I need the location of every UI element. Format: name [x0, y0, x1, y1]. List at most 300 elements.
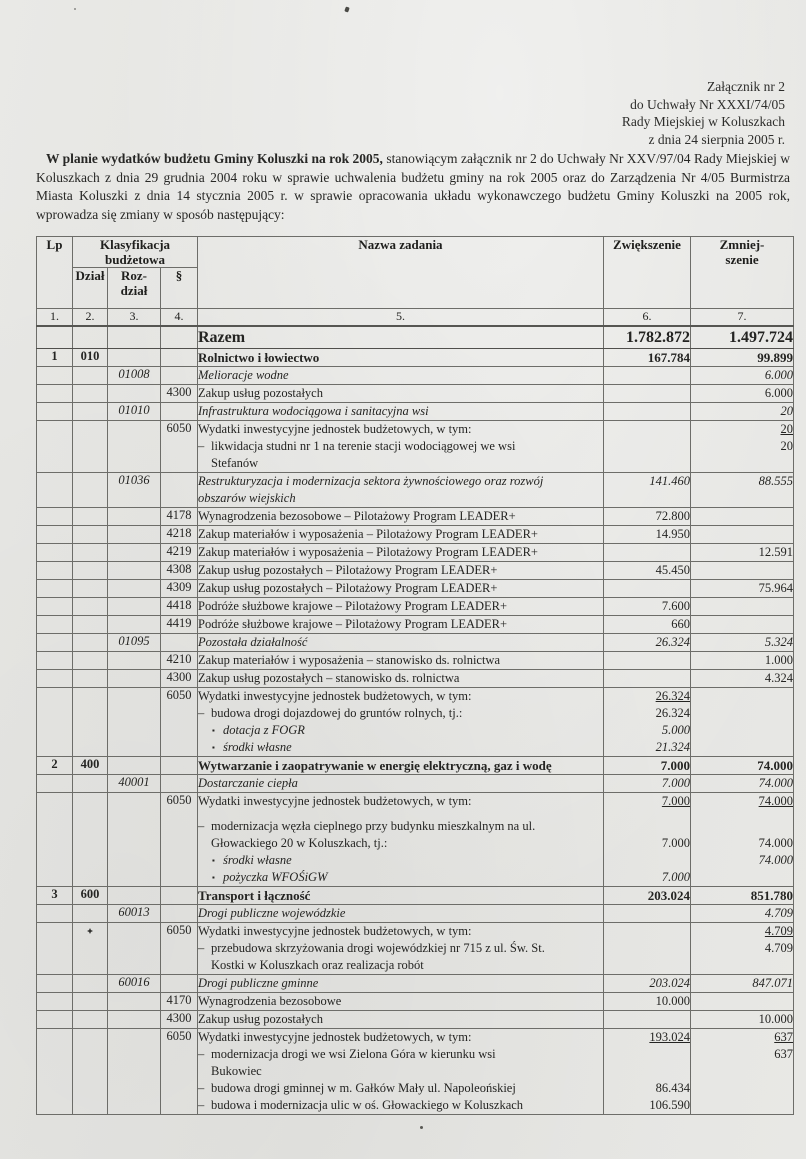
table-row	[37, 634, 794, 652]
decrease-amount: 851.780	[750, 888, 793, 903]
increase-amount	[604, 869, 690, 886]
cell-paragraf	[161, 473, 198, 508]
increase-amount	[604, 421, 690, 438]
cell-increase	[604, 923, 691, 975]
cell-decrease	[691, 580, 794, 598]
decrease-amount: 4.709	[764, 906, 793, 920]
cell-rozdzial: 01008	[108, 367, 161, 385]
table-row	[37, 670, 794, 688]
decrease-amount	[691, 508, 793, 525]
decrease-amount	[691, 757, 793, 774]
decrease-amount: 20	[780, 422, 793, 436]
decrease-amount: 20	[780, 439, 793, 453]
cell-lp	[37, 923, 73, 975]
cell-dzial: 010	[73, 349, 108, 367]
increase-amount	[604, 349, 690, 366]
cell-dzial	[73, 562, 108, 580]
cell-increase	[604, 598, 691, 616]
decrease-amount	[691, 544, 793, 561]
cell-task-name	[198, 580, 604, 598]
cell-rozdzial	[108, 598, 161, 616]
cell-lp: 1	[37, 349, 73, 367]
increase-amount	[604, 705, 690, 722]
increase-amount: 1.782.872	[626, 329, 690, 346]
task-text: Zakup usług pozostałych – Pilotażowy Program LEADER+	[198, 581, 498, 595]
task-text: środki własne	[223, 853, 292, 867]
dash-marker: –	[198, 819, 205, 833]
increase-amount	[604, 598, 690, 615]
decrease-amount	[691, 385, 793, 402]
task-text: Razem	[198, 329, 246, 346]
cell-task-name	[198, 1029, 604, 1115]
table-row	[37, 473, 794, 508]
increase-amount: 26.324	[655, 689, 690, 703]
task-line	[198, 349, 603, 366]
increase-amount	[604, 473, 690, 490]
cell-rozdzial	[108, 923, 161, 975]
increase-amount	[604, 1080, 690, 1097]
table-row	[37, 562, 794, 580]
cell-task-name	[198, 1011, 604, 1029]
cell-increase	[604, 1029, 691, 1115]
task-line	[198, 438, 603, 455]
dash-marker: –	[198, 439, 205, 453]
task-text: Zakup usług pozostałych	[198, 1012, 323, 1026]
increase-amount	[604, 1046, 690, 1063]
header-lp: Lp	[37, 237, 73, 309]
cell-task-name	[198, 688, 604, 757]
ink-mark	[87, 928, 93, 934]
increase-amount	[604, 940, 690, 957]
task-text: Zakup usług pozostałych	[198, 386, 323, 400]
cell-increase	[604, 367, 691, 385]
cell-dzial: 400	[73, 757, 108, 775]
decrease-amount: 74.000	[758, 776, 793, 790]
cell-decrease	[691, 1029, 794, 1115]
cell-lp: 2	[37, 757, 73, 775]
increase-amount: 106.590	[649, 1098, 690, 1112]
cell-task-name	[198, 670, 604, 688]
cell-increase	[604, 670, 691, 688]
cell-lp	[37, 616, 73, 634]
task-text: Zakup materiałów i wyposażenia – stanowisko ds. rolnictwa	[198, 653, 501, 667]
table-row	[37, 421, 794, 473]
decrease-amount: 1.497.724	[729, 329, 793, 346]
budget-changes-table	[36, 236, 794, 1115]
dash-marker: –	[198, 706, 205, 720]
header-zwiekszenie: Zwiększenie	[604, 237, 691, 309]
table-row	[37, 580, 794, 598]
task-text: modernizacja drogi we wsi Zielona Góra w kierunku wsi	[211, 1047, 496, 1061]
task-line	[198, 1080, 603, 1097]
cell-paragraf: 4178	[161, 508, 198, 526]
task-line	[198, 473, 603, 490]
cell-dzial	[73, 421, 108, 473]
task-text: Wynagrodzenia bezosobowe – Pilotażowy Program LEADER+	[198, 509, 516, 523]
task-line	[198, 1046, 603, 1063]
increase-amount	[604, 722, 690, 739]
task-text: Pozostała działalność	[198, 635, 308, 649]
cell-decrease	[691, 473, 794, 508]
cell-paragraf	[161, 905, 198, 923]
task-line	[198, 852, 603, 869]
cell-lp	[37, 473, 73, 508]
decrease-amount: 5.324	[764, 635, 793, 649]
increase-amount: 5.000	[661, 723, 690, 737]
decrease-amount	[691, 739, 793, 756]
decrease-amount: 74.000	[758, 794, 793, 808]
cell-lp	[37, 793, 73, 887]
table-row	[37, 688, 794, 757]
decrease-amount	[691, 349, 793, 366]
task-line	[198, 818, 603, 835]
increase-amount	[604, 739, 690, 756]
decrease-amount: 74.000	[757, 758, 793, 773]
task-line	[198, 508, 603, 525]
decrease-amount: 4.709	[764, 941, 793, 955]
increase-amount	[604, 1029, 690, 1046]
task-line	[198, 562, 603, 579]
task-line	[198, 652, 603, 669]
task-text: Wynagrodzenia bezosobowe	[198, 994, 342, 1008]
task-line	[198, 403, 603, 420]
cell-dzial: 600	[73, 887, 108, 905]
intro-bold-phrase: W planie wydatków budżetu Gminy Koluszki na rok 2005,	[46, 151, 383, 166]
table-row	[37, 349, 794, 367]
cell-decrease	[691, 326, 794, 349]
increase-amount	[604, 887, 690, 904]
council-name: Rady Miejskiej w Koluszkach	[621, 114, 785, 129]
cell-task-name	[198, 367, 604, 385]
cell-increase	[604, 975, 691, 993]
increase-amount	[604, 905, 690, 922]
task-line	[198, 793, 603, 810]
increase-amount	[604, 367, 690, 384]
task-line	[198, 526, 603, 543]
cell-rozdzial	[108, 385, 161, 403]
cell-paragraf: 4300	[161, 670, 198, 688]
task-line	[198, 367, 603, 384]
cell-dzial	[73, 326, 108, 349]
cell-decrease	[691, 670, 794, 688]
cell-decrease	[691, 598, 794, 616]
cell-increase	[604, 652, 691, 670]
cell-lp	[37, 526, 73, 544]
cell-task-name	[198, 616, 604, 634]
task-line	[198, 869, 603, 886]
table-row	[37, 508, 794, 526]
table-header	[37, 237, 794, 327]
cell-lp	[37, 688, 73, 757]
cell-dzial	[73, 688, 108, 757]
decrease-amount	[691, 473, 793, 490]
task-text: środki własne	[223, 740, 292, 754]
table-row	[37, 385, 794, 403]
cell-increase	[604, 887, 691, 905]
decrease-amount: 74.000	[758, 853, 793, 867]
cell-lp	[37, 652, 73, 670]
cell-rozdzial	[108, 793, 161, 887]
increase-amount: 45.450	[655, 563, 690, 577]
task-text: Podróże służbowe krajowe – Pilotażowy Program LEADER+	[198, 599, 508, 613]
task-line	[198, 722, 603, 739]
decrease-amount	[691, 1046, 793, 1063]
cell-paragraf: 4300	[161, 1011, 198, 1029]
task-line	[198, 940, 603, 957]
cell-rozdzial	[108, 580, 161, 598]
cell-decrease	[691, 1011, 794, 1029]
cell-decrease	[691, 757, 794, 775]
header-rozdzial: Roz- dział	[108, 268, 161, 309]
decrease-amount	[691, 810, 793, 818]
cell-decrease	[691, 688, 794, 757]
dash-marker: –	[198, 1047, 205, 1061]
cell-rozdzial	[108, 421, 161, 473]
cell-decrease	[691, 508, 794, 526]
header-dzial: Dział	[73, 268, 108, 309]
bullet-marker: ▪	[212, 873, 215, 882]
increase-amount	[604, 923, 690, 940]
decrease-amount: 88.555	[758, 474, 793, 488]
cell-dzial	[73, 403, 108, 421]
task-text: Drogi publiczne gminne	[198, 976, 319, 990]
increase-amount: 203.024	[647, 888, 690, 903]
cell-rozdzial	[108, 1029, 161, 1115]
cell-dzial	[73, 670, 108, 688]
task-line	[198, 993, 603, 1010]
increase-amount	[604, 757, 690, 774]
cell-task-name	[198, 544, 604, 562]
increase-amount	[604, 793, 690, 810]
cell-dzial	[73, 975, 108, 993]
decrease-amount	[691, 652, 793, 669]
cell-task-name	[198, 562, 604, 580]
scan-artifact-dot	[420, 1126, 423, 1129]
cell-paragraf: 6050	[161, 688, 198, 757]
cell-lp	[37, 634, 73, 652]
task-text: przebudowa skrzyżowania drogi wojewódzkiej nr 715 z ul. Św. St.	[211, 941, 545, 955]
cell-lp	[37, 993, 73, 1011]
cell-increase	[604, 757, 691, 775]
cell-increase	[604, 993, 691, 1011]
task-line	[198, 385, 603, 402]
cell-rozdzial: 40001	[108, 775, 161, 793]
header-klasyfikacja: Klasyfikacja budżetowa	[73, 237, 198, 268]
cell-decrease	[691, 634, 794, 652]
cell-dzial	[73, 385, 108, 403]
table-row	[37, 616, 794, 634]
task-text: Zakup materiałów i wyposażenia – Pilotażowy Program LEADER+	[198, 545, 538, 559]
cell-increase	[604, 508, 691, 526]
decrease-amount	[691, 490, 793, 507]
cell-increase	[604, 421, 691, 473]
table-row	[37, 1029, 794, 1115]
cell-paragraf	[161, 326, 198, 349]
cell-lp	[37, 403, 73, 421]
increase-amount	[604, 775, 690, 792]
increase-amount	[604, 403, 690, 420]
cell-paragraf	[161, 349, 198, 367]
task-text: pożyczka WFOŚiGW	[223, 870, 328, 884]
cell-dzial	[73, 1011, 108, 1029]
cell-dzial	[73, 652, 108, 670]
cell-rozdzial	[108, 349, 161, 367]
increase-amount: 14.950	[655, 527, 690, 541]
intro-text: stanowiącym załącznik nr 2 do Uchwały Nr XXV/97/04 Rady Miejskiej w Koluszkach z dnia 29 grudnia 2004 roku w sprawie uchwalenia budżetu gminy na rok 2005 oraz do Zarządzenia Nr 4/05 Burmistrza Miasta Koluszki z dnia 14 stycznia 2005 r. w sprawie opracowania układu wykonawczego budżetu Gminy Koluszki na 2005 rok, wprowadza się zmiany w sposób następujący:	[36, 151, 791, 222]
cell-lp	[37, 598, 73, 616]
cell-increase	[604, 616, 691, 634]
cell-increase	[604, 349, 691, 367]
cell-dzial	[73, 1029, 108, 1115]
cell-decrease	[691, 905, 794, 923]
table-row	[37, 367, 794, 385]
cell-dzial	[73, 634, 108, 652]
cell-increase	[604, 634, 691, 652]
task-text: Zakup materiałów i wyposażenia – Pilotażowy Program LEADER+	[198, 527, 538, 541]
decrease-amount	[691, 670, 793, 687]
cell-decrease	[691, 526, 794, 544]
cell-rozdzial	[108, 562, 161, 580]
cell-task-name	[198, 598, 604, 616]
cell-decrease	[691, 403, 794, 421]
decrease-amount: 847.071	[752, 976, 793, 990]
cell-rozdzial	[108, 508, 161, 526]
cell-paragraf: 4419	[161, 616, 198, 634]
task-text: Infrastruktura wodociągowa i sanitacyjna wsi	[198, 404, 429, 418]
cell-dzial	[73, 508, 108, 526]
task-line	[198, 1029, 603, 1046]
increase-amount	[604, 526, 690, 543]
cell-paragraf: 6050	[161, 923, 198, 975]
cell-decrease	[691, 652, 794, 670]
cell-task-name	[198, 326, 604, 349]
table-row	[37, 993, 794, 1011]
cell-decrease	[691, 616, 794, 634]
decrease-amount	[691, 905, 793, 922]
cell-decrease	[691, 385, 794, 403]
cell-task-name	[198, 526, 604, 544]
table-row	[37, 887, 794, 905]
cell-paragraf: 4170	[161, 993, 198, 1011]
cell-decrease	[691, 887, 794, 905]
cell-paragraf: 6050	[161, 1029, 198, 1115]
cell-decrease	[691, 544, 794, 562]
resolution-number: do Uchwały Nr XXXI/74/05	[630, 96, 785, 112]
task-line	[198, 923, 603, 940]
cell-lp	[37, 1011, 73, 1029]
task-line	[198, 775, 603, 792]
cell-rozdzial	[108, 688, 161, 757]
cell-task-name	[198, 905, 604, 923]
cell-lp	[37, 544, 73, 562]
decrease-amount: 74.000	[758, 836, 793, 850]
table-row	[37, 793, 794, 887]
cell-rozdzial	[108, 544, 161, 562]
dash-marker: –	[198, 1081, 205, 1095]
task-text: budowa drogi dojazdowej do gruntów rolnych, tj.:	[211, 706, 463, 720]
dash-marker: –	[198, 941, 205, 955]
cell-rozdzial: 01010	[108, 403, 161, 421]
task-line	[198, 810, 603, 818]
decrease-amount	[691, 562, 793, 579]
task-line	[198, 634, 603, 651]
decrease-amount: 637	[774, 1047, 793, 1061]
task-line	[198, 1097, 603, 1114]
decrease-amount	[691, 327, 793, 348]
increase-amount: 7.000	[661, 776, 690, 790]
cell-decrease	[691, 993, 794, 1011]
decrease-amount	[691, 1029, 793, 1046]
header-zmniejszenie: Zmniej- szenie	[691, 237, 794, 309]
cell-dzial	[73, 598, 108, 616]
cell-paragraf: 6050	[161, 793, 198, 887]
task-text: obszarów wiejskich	[198, 491, 296, 505]
increase-amount	[604, 835, 690, 852]
cell-rozdzial: 01036	[108, 473, 161, 508]
attachment-number: Załącznik nr 2	[707, 79, 785, 94]
cell-task-name	[198, 993, 604, 1011]
cell-rozdzial	[108, 670, 161, 688]
decrease-amount	[691, 869, 793, 886]
decrease-amount	[691, 526, 793, 543]
cell-dzial	[73, 905, 108, 923]
task-line	[198, 1063, 603, 1080]
cell-lp	[37, 508, 73, 526]
cell-increase	[604, 326, 691, 349]
cell-increase	[604, 793, 691, 887]
task-text: Wydatki inwestycyjne jednostek budżetowych, w tym:	[198, 422, 472, 436]
task-text: Rolnictwo i łowiectwo	[198, 350, 320, 365]
task-text: Zakup usług pozostałych – stanowisko ds. rolnictwa	[198, 671, 460, 685]
increase-amount: 7.600	[661, 599, 690, 613]
decrease-amount	[691, 835, 793, 852]
table-row	[37, 1011, 794, 1029]
increase-amount: 26.324	[655, 635, 690, 649]
cell-increase	[604, 385, 691, 403]
decrease-amount	[691, 634, 793, 651]
decrease-amount	[691, 455, 793, 472]
increase-amount: 26.324	[655, 706, 690, 720]
cell-paragraf	[161, 887, 198, 905]
table-row	[37, 975, 794, 993]
decrease-amount	[691, 598, 793, 615]
increase-amount: 203.024	[649, 976, 690, 990]
cell-task-name	[198, 473, 604, 508]
cell-paragraf	[161, 775, 198, 793]
increase-amount: 167.784	[647, 350, 690, 365]
task-text: Transport i łączność	[198, 888, 311, 903]
decrease-amount: 20	[780, 404, 793, 418]
cell-rozdzial	[108, 1011, 161, 1029]
table-body	[37, 326, 794, 1115]
decrease-amount: 1.000	[764, 653, 793, 667]
increase-amount	[604, 508, 690, 525]
increase-amount: 193.024	[649, 1030, 690, 1044]
cell-increase	[604, 403, 691, 421]
task-line	[198, 887, 603, 904]
cell-decrease	[691, 793, 794, 887]
decrease-amount	[691, 722, 793, 739]
task-line	[198, 616, 603, 633]
decrease-amount	[691, 421, 793, 438]
cell-rozdzial	[108, 526, 161, 544]
increase-amount	[604, 580, 690, 597]
task-text: Wydatki inwestycyjne jednostek budżetowych, w tym:	[198, 1030, 472, 1044]
task-text: budowa i modernizacja ulic w oś. Głowackiego w Koluszkach	[211, 1098, 524, 1112]
cell-lp	[37, 367, 73, 385]
cell-rozdzial: 01095	[108, 634, 161, 652]
cell-increase	[604, 775, 691, 793]
